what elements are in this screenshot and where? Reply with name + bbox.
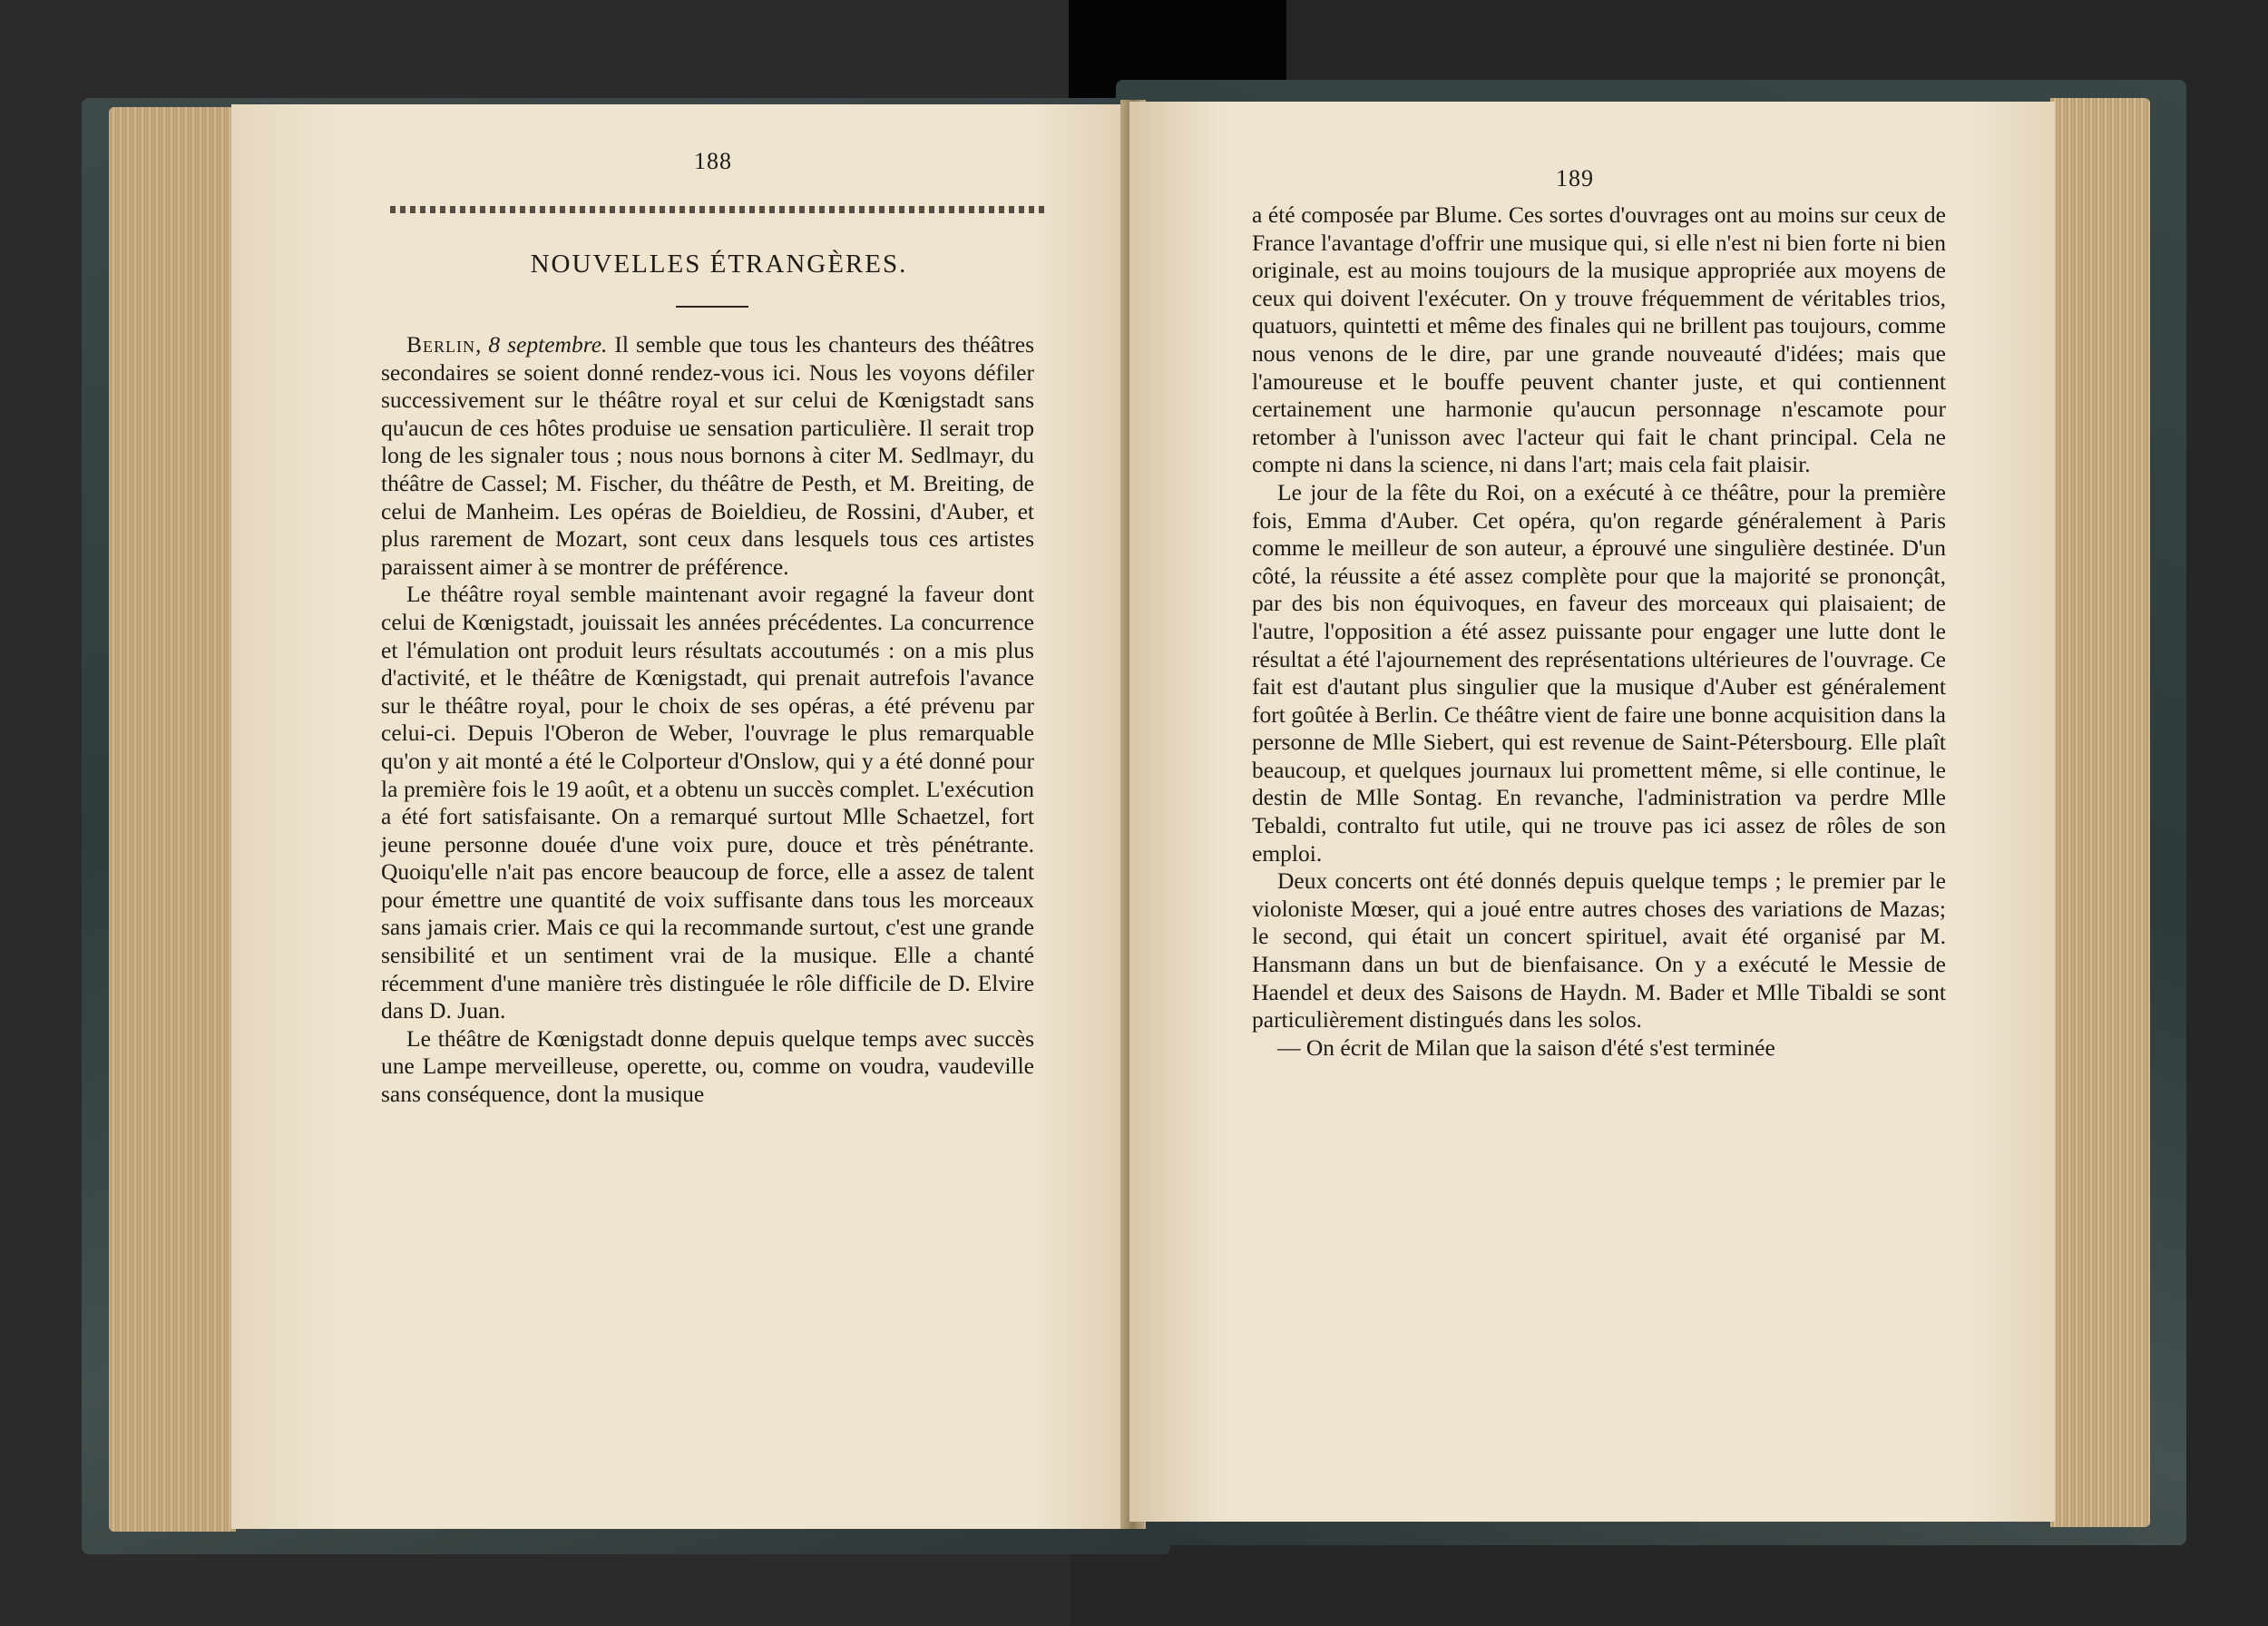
dateline-city: Berlin bbox=[406, 331, 475, 358]
heading-underline bbox=[676, 306, 748, 308]
paragraph: Le théâtre royal semble maintenant avoir regagné la faveur dont celui de Kœnigstadt, jouissait les années précédentes. La concurrence et l'émulation ont produit leurs résultats accoutumés : on a mis plus d'activité, et le théâtre de Kœnigstadt, qui prenait autrefois l'avance sur le théâtre royal, pour le choix de ses opéras, a été prévenu par celui-ci. Depuis l'Oberon de Weber, l'ouvrage le plus remarquable qu'on y ait monté a été le Colporteur d'Onslow, qui y a été donné pour la première fois le 19 août, et a obtenu un succès complet. L'exécution a été fort satisfaisante. On a remarqué surtout Mlle Schaetzel, fort jeune personne douée d'une voix pure, douce et très pénétrante. Quoiqu'elle n'ait pas encore beaucoup de force, elle a assez de talent pour émettre une quantité de voix suffisante dans tous les morceaux sans jamais crier. Mais ce qui la recommande surtout, c'est une grande sensibilité et un sentiment vrai de la musique. Elle a chanté récemment d'une manière très distinguée le rôle difficile de D. Elvire dans D. Juan. bbox=[381, 581, 1034, 1024]
paragraph: — On écrit de Milan que la saison d'été s'est terminée bbox=[1277, 1033, 1775, 1061]
paragraph: Deux concerts ont été donnés depuis quelque temps ; le premier par le violoniste Mœser, qui a joué entre autres choses des variations de Mazas; le second, qui était un concert spirituel, avait été organisé par M. Hansmann dans un but de bienfaisance. On y a exécuté le Messie de Haendel et deux des Saisons de Haydn. M. Bader et Mlle Tibaldi se sont particulièrement distingués dans les solos. bbox=[1252, 867, 1946, 1033]
page-number-left: 188 bbox=[694, 148, 732, 174]
paragraph-text: Il semble que tous les chanteurs des théâtres secondaires se soient donné rendez-vous ici. Nous les voyons défiler successivement sur le théâtre royal et sur celui de Kœnigstadt sans qu'aucun de ces hôtes produise ue sensation particulière. Il serait trop long de les signaler tous ; nous nous bornons à citer M. Sedlmayr, du théâtre de Cassel; M. Fischer, du théâtre de Pesth, et M. Breiting, de celui de Manheim. Les opéras de Boieldieu, de Rossini, d'Auber, et plus rarement de Mozart, sont ceux dans lesquels tous ces artistes paraissent aimer à se montrer de préférence. bbox=[381, 331, 1034, 580]
left-page bbox=[231, 104, 1139, 1529]
page-number-right: 189 bbox=[1556, 165, 1594, 191]
ornamental-rule bbox=[390, 206, 1048, 213]
page-edges-right bbox=[2050, 98, 2150, 1527]
paragraph: Le théâtre de Kœnigstadt donne depuis quelque temps avec succès une Lampe merveilleuse, operette, ou, comme on voudra, vaudeville sans conséquence, dont la musique bbox=[381, 1024, 1034, 1108]
right-text-column bbox=[1252, 201, 1946, 1062]
section-heading: NOUVELLES ÉTRANGÈRES. bbox=[530, 250, 908, 279]
dateline-date: , 8 septembre. bbox=[475, 331, 608, 358]
paragraph: Le jour de la fête du Roi, on a exécuté à ce théâtre, pour la première fois, Emma d'Auber. Cet opéra, qu'on regarde généralement à Paris comme le meilleur de son auteur, a éprouvé une singulière destinée. D'un côté, la réussite a été assez complète pour que la majorité se prononçât, par des bis non équivoques, en faveur des morceaux qui plaisaient; de l'autre, l'opposition a été assez puissante pour engager une lutte dont le résultat a été l'ajournement des représentations ultérieures de l'ouvrage. Ce fait est d'autant plus singulier que la musique d'Auber est généralement fort goûtée à Berlin. Ce théâtre vient de faire une bonne acquisition dans la personne de Mlle Siebert, qui est revenue de Saint-Pétersbourg. Elle plaît beaucoup, et quelques journaux lui promettent même, si elle continue, le destin de Mlle Sontag. En revanche, l'administration va perdre Mlle Tebaldi, contralto fut utile, qui ne trouve pas ici assez de rôles de son emploi. bbox=[1252, 478, 1946, 867]
paragraph bbox=[381, 331, 1034, 581]
page-edges-left bbox=[109, 107, 236, 1532]
right-page bbox=[1129, 102, 2055, 1522]
left-text-column bbox=[381, 331, 1034, 1109]
paragraph: a été composée par Blume. Ces sortes d'ouvrages ont au moins sur ceux de France l'avantage d'offrir une musique qui, si elle n'est ni bien forte ni bien originale, est au moins toujours de la musique appropriée aux moyens de ceux qui doivent l'exécuter. On y trouve fréquemment de véritables trios, quatuors, quintetti et même des finales qui ne brillent pas toujours, comme nous venons de le dire, par une grande nouveauté d'idées; mais que l'amoureuse et le bouffe peuvent chanter juste, et qui contiennent certainement une harmonie qu'aucun personnage n'escamote pour retomber à l'unisson avec l'acteur qui fait le chant principal. Cela ne compte ni dans la science, ni dans l'art; mais cela fait plaisir. bbox=[1252, 201, 1946, 478]
